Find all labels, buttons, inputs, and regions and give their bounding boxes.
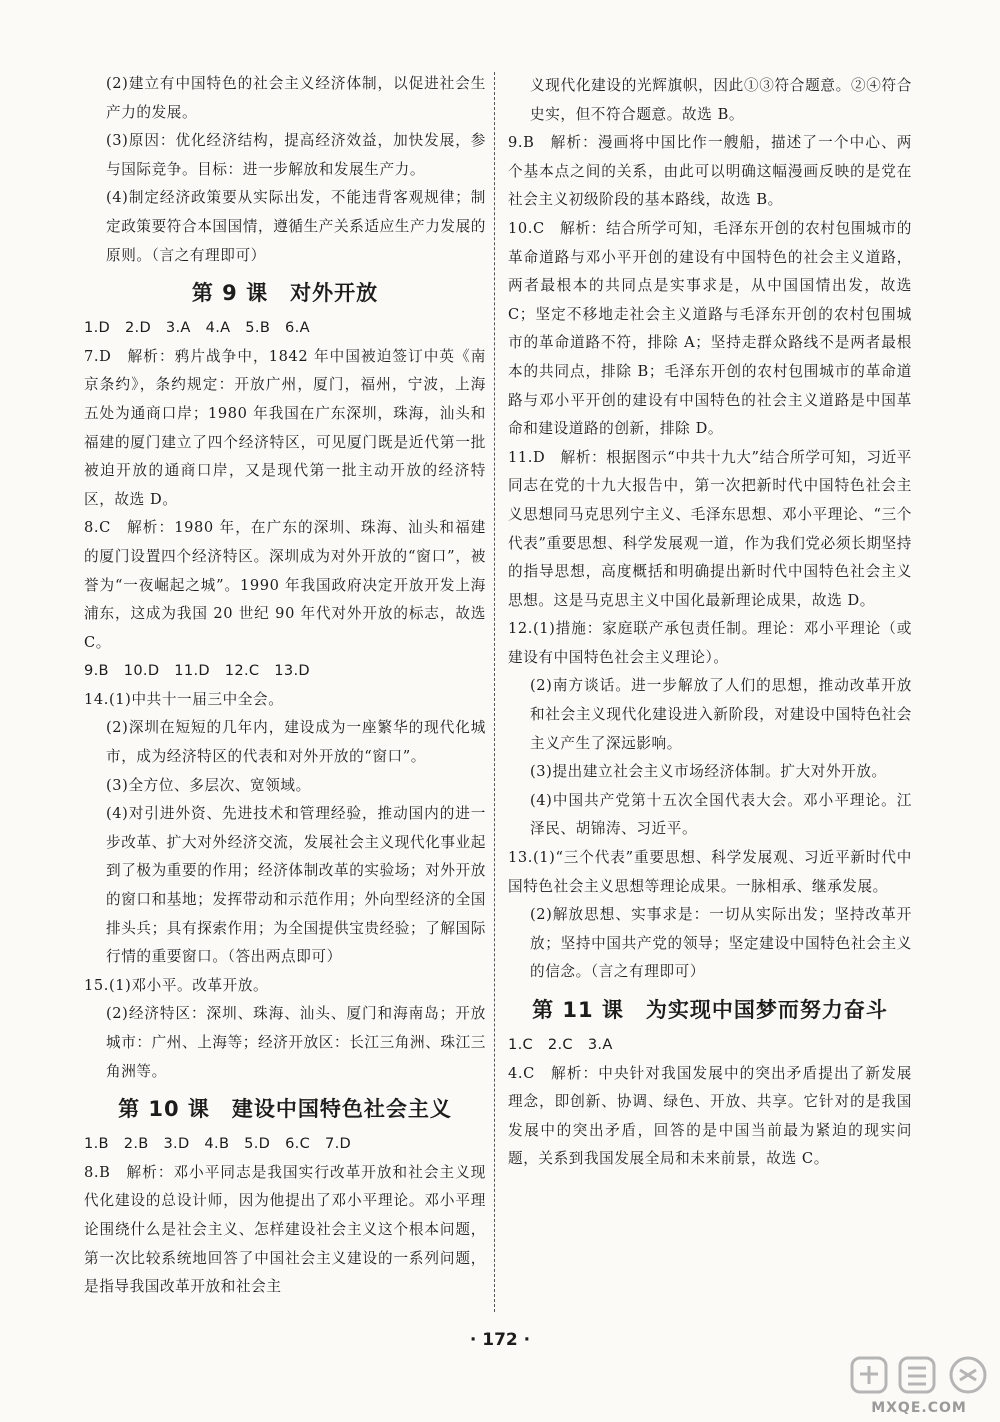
answer-paragraph: (2)建立有中国特色的社会主义经济体制，以促进社会生产力的发展。: [106, 75, 486, 121]
answer-item-9: 9.B 解析：漫画将中国比作一艘船，描述了一个中心、两个基本点之间的关系，由此可以明确这幅漫画反映的是党在社会主义初级阶段的基本路线，故选 B。: [508, 134, 912, 209]
answer-sub-item: (3)全方位、多层次、宽领域。: [106, 776, 311, 794]
column-divider: [494, 72, 495, 1312]
answer-item-11: 11.D 解析：根据图示“中共十九大”结合所学可知，习近平同志在党的十九大报告中，第一次把新时代中国特色社会主义思想同马克思列宁主义、毛泽东思想、邓小平理论、“三个代表”重要思想、科学发展观一道，作为我们党必须长期坚持的指导思想，高度概括和明确提出新时代中国特色社会主义思想。这是马克思主义中国化最新理论成果，故选 D。: [508, 448, 912, 609]
right-column: [508, 72, 912, 1174]
answer-item-10: 10.C 解析：结合所学可知，毛泽东开创的农村包围城市的革命道路与邓小平开创的建设有中国特色的社会主义道路，两者最根本的共同点是实事求是，从中国国情出发，故选 C；坚定不移地走社会主义道路与毛泽东开创的农村包围城市的革命道路不符，排除 A；坚持走群众路线不是两者最根本的共同点，排除 B；毛泽东开创的农村包围城市的革命道路与邓小平开创的建设有中国特色的社会主义道路是中国革命和建设道路的创新，排除 D。: [508, 219, 912, 438]
answer-key-line: 1.B 2.B 3.D 4.B 5.D 6.C 7.D: [84, 1135, 352, 1153]
answer-continuation: 义现代化建设的光辉旗帜，因此①③符合题意。②④符合史实，但不符合题意。故选 B。: [530, 77, 912, 123]
answer-paragraph: (4)制定经济政策要从实际出发，不能违背客观规律；制定政策要符合本国国情，遵循生产关系适应生产力发展的原则。（言之有理即可）: [106, 189, 486, 264]
lesson-11-title: 第 11 课 为实现中国梦而努力奋斗: [532, 998, 888, 1022]
answer-item-14: 14.(1)中共十一届三中全会。: [84, 690, 284, 708]
answer-key-line: 1.D 2.D 3.A 4.A 5.B 6.A: [84, 319, 310, 337]
answer-item-15: 15.(1)邓小平。改革开放。: [84, 976, 269, 994]
watermark-stamp-icon: [844, 1354, 994, 1398]
answer-item-4: 4.C 解析：中央针对我国发展中的突出矛盾提出了新发展理念，即创新、协调、绿色、开放、共享。它针对的是我国发展中的突出矛盾，回答的是中国当前最为紧迫的现实问题，关系到我国发展全局和未来前景，故选 C。: [508, 1064, 912, 1168]
lesson-10-title: 第 10 课 建设中国特色社会主义: [118, 1097, 452, 1122]
answer-sub-item: (2)南方谈话。进一步解放了人们的思想，推动改革开放和社会主义现代化建设进入新阶段，对建设中国特色社会主义产生了深远影响。: [530, 677, 912, 752]
answer-sub-item: (4)中国共产党第十五次全国代表大会。邓小平理论。江泽民、胡锦涛、习近平。: [530, 791, 912, 838]
answer-item-8b: 8.B 解析：邓小平同志是我国实行改革开放和社会主义现代化建设的总设计师，因为他提出了邓小平理论。邓小平理论围绕什么是社会主义、怎样建设社会主义这个根本问题，第一次比较系统地回答了中国社会主义建设的一系列问题，是指导我国改革开放和社会主: [84, 1163, 486, 1296]
answer-sub-item: (3)提出建立社会主义市场经济体制。扩大对外开放。: [530, 763, 887, 781]
page-number: · 172 ·: [469, 1330, 531, 1350]
answer-key-line: 9.B 10.D 11.D 12.C 13.D: [84, 662, 310, 680]
answer-item-7: 7.D 解析：鸦片战争中，1842 年中国被迫签订中英《南京条约》，条约规定：开放广州，厦门，福州，宁波，上海五处为通商口岸；1980 年我国在广东深圳，珠海，汕头和福建的厦门建立了四个经济特区，可见厦门既是近代第一批被迫开放的通商口岸，又是现代第一批主动开放的经济特区，故选 D。: [84, 347, 486, 508]
answer-paragraph: (3)原因：优化经济结构，提高经济效益，加快发展，参与国际竞争。目标：进一步解放和发展生产力。: [106, 132, 486, 178]
answer-item-8: 8.C 解析：1980 年，在广东的深圳、珠海、汕头和福建的厦门设置四个经济特区。深圳成为对外开放的“窗口”，被誉为“一夜崛起之城”。1990 年我国政府决定开放开发上海浦东，这成为我国 20 世纪 90 年代对外开放的标志，故选 C。: [84, 519, 486, 651]
left-column: [84, 70, 486, 1302]
watermark-text: MXQE.COM: [871, 1400, 967, 1416]
answer-sub-item: (2)深圳在短短的几年内，建设成为一座繁华的现代化城市，成为经济特区的代表和对外开放的“窗口”。: [106, 719, 486, 766]
answer-sub-item: (2)经济特区：深圳、珠海、汕头、厦门和海南岛；开放城市：广州、上海等；经济开放区：长江三角洲、珠江三角洲等。: [106, 1005, 486, 1080]
answer-sub-item: (4)对引进外资、先进技术和管理经验，推动国内的进一步改革、扩大对外经济交流，发展社会主义现代化事业起到了极为重要的作用；经济体制改革的实验场；对外开放的窗口和基地；发挥带动和示范作用；外向型经济的全国排头兵；具有探索作用；为全国提供宝贵经验；了解国际行情的重要窗口。（答出两点即可）: [106, 805, 486, 966]
answer-sub-item: (2)解放思想、实事求是：一切从实际出发；坚持改革开放；坚持中国共产党的领导；坚定建设中国特色社会主义的信念。（言之有理即可）: [530, 906, 912, 981]
watermark-logo: [844, 1354, 994, 1416]
answer-item-12: 12.(1)措施：家庭联产承包责任制。理论：邓小平理论（或建设有中国特色社会主义理论）。: [508, 620, 912, 666]
answer-item-13: 13.(1)“三个代表”重要思想、科学发展观、习近平新时代中国特色社会主义思想等理论成果。一脉相承、继承发展。: [508, 849, 912, 895]
lesson-9-title: 第 9 课 对外开放: [191, 281, 379, 306]
answer-key-line: 1.C 2.C 3.A: [508, 1036, 613, 1053]
